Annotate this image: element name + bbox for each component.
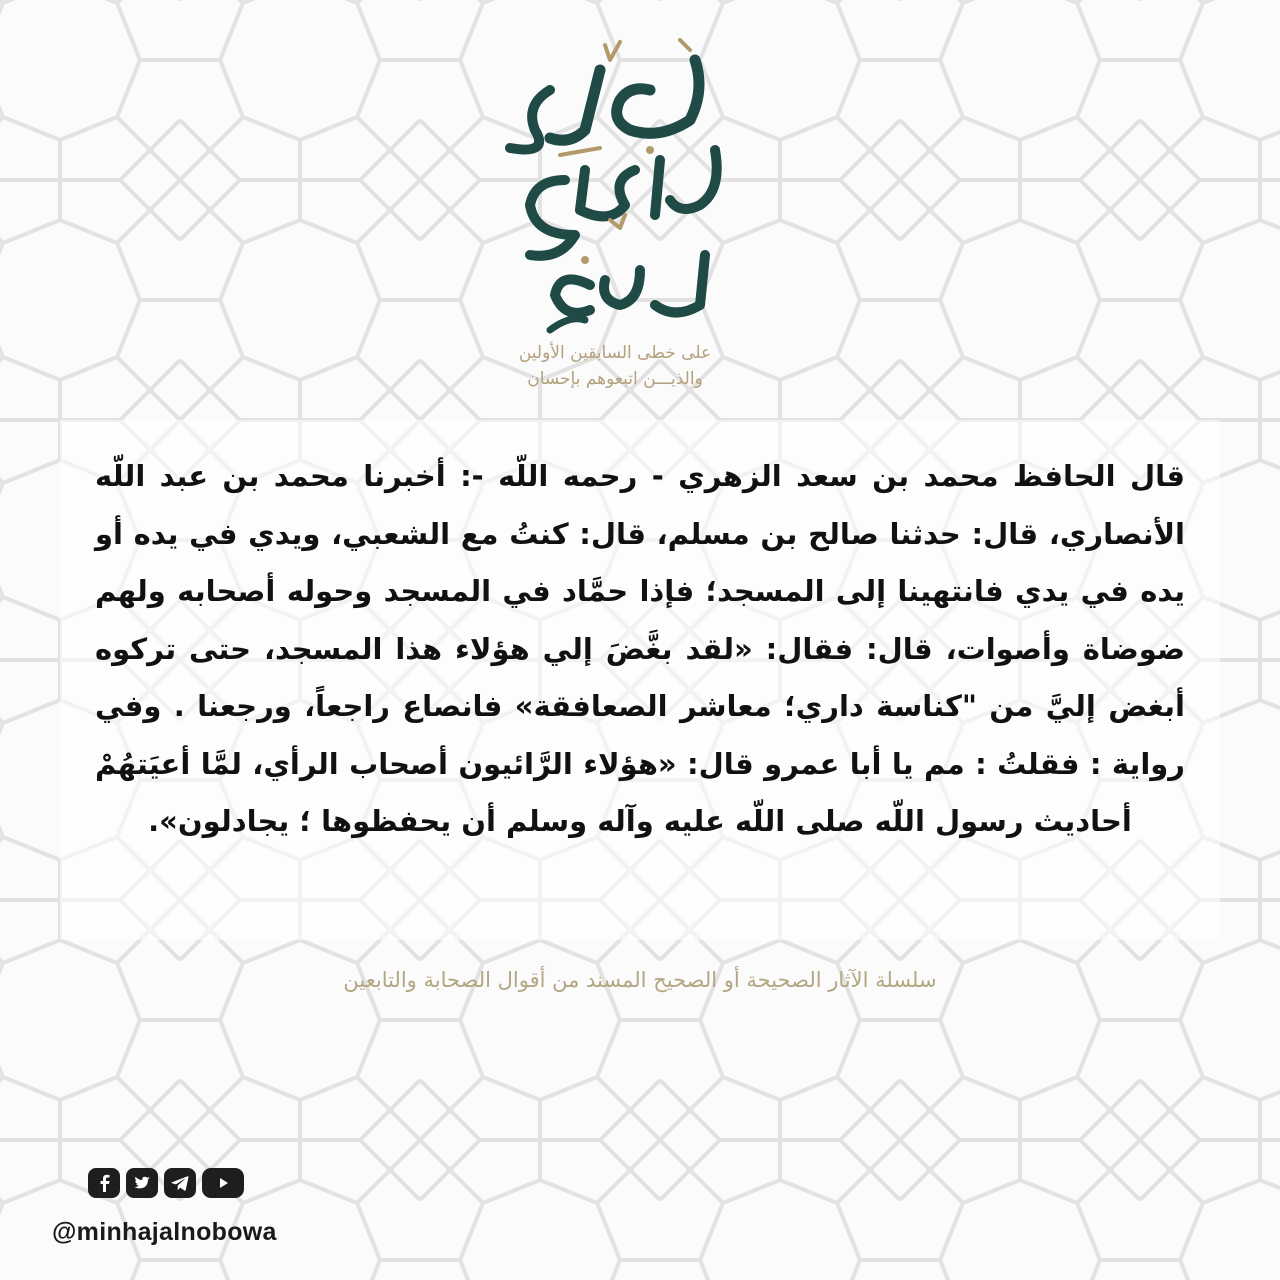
logo-tagline-line2: والذيـــن اتبعوهم بإحسان	[527, 369, 703, 389]
social-icons	[88, 1168, 244, 1200]
logo-calligraphy	[490, 30, 740, 350]
logo	[490, 30, 740, 400]
youtube-icon[interactable]	[202, 1168, 244, 1198]
logo-tagline-line1: على خطى السابقين الأولين	[518, 343, 712, 363]
quote-text: قال الحافظ محمد بن سعد الزهري - رحمه اللّه -: أخبرنا محمد بن عبد اللّه الأنصاري، قال: حدثنا صالح بن مسلم، قال: كنتُ مع الشعبي، ويدي في يده أو يده في يدي فانتهينا إلى المسجد؛ فإذا حمَّاد في المسجد وحوله أصحابه ولهم ضوضاة وأصوات، قال: فقال: «لقد بغَّضَ إلي هؤلاء هذا المسجد، حتى تركوه أبغض إليَّ من "كناسة داري؛ معاشر الصعافقة» فانصاع راجعاً، ورجعنا . وفي رواية : فقلتُ : مم يا أبا عمرو قال: «هؤلاء الرَّائيون أصحاب الرأي، لمَّا أعيَتهُمْ أحاديث رسول اللّه صلى اللّه عليه وآله وسلم أن يحفظوها ؛ يجادلون».	[95, 459, 1185, 838]
twitter-icon[interactable]	[126, 1168, 158, 1198]
series-caption: سلسلة الآثار الصحيحة أو الصحيح المسند من أقوال الصحابة والتابعين	[343, 968, 937, 992]
facebook-icon[interactable]	[88, 1168, 120, 1198]
social-handle[interactable]: @minhajalnobowa	[52, 1218, 277, 1246]
telegram-icon[interactable]	[164, 1168, 196, 1198]
